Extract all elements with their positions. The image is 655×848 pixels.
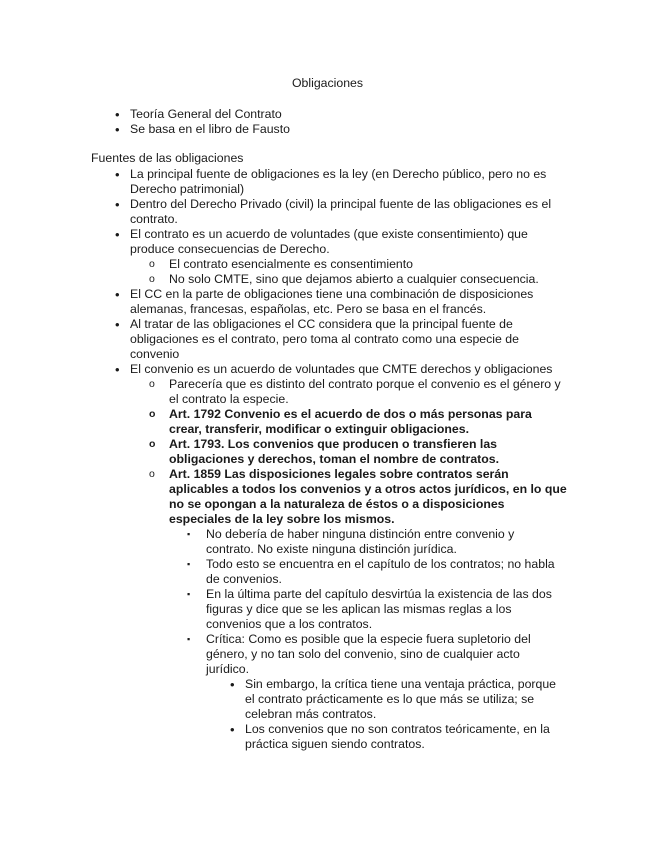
list-item: o Parecería que es distinto del contrato porque el convenio es el género y el contrato la especie. [169, 377, 567, 407]
critica-sublist [245, 677, 565, 752]
list-item: • Sin embargo, la crítica tiene una ventaja práctica, porque el contrato prácticamente es lo que más se utiliza; se celebran más contratos. [245, 677, 565, 722]
list-item: • Los convenios que no son contratos teóricamente, en la práctica siguen siendo contratos. [245, 722, 565, 752]
list-item: • Teoría General del Contrato [130, 107, 560, 122]
list-item-text: La principal fuente de obligaciones es la ley (en Derecho público, pero no es Derecho patrimonial) [130, 167, 547, 196]
list-item [130, 227, 560, 287]
list-item-text: El CC en la parte de obligaciones tiene una combinación de disposiciones alemanas, francesas, españolas, etc. Pero se basa en el francés. [130, 287, 534, 316]
list-item [130, 317, 560, 362]
list-item-text: Dentro del Derecho Privado (civil) la principal fuente de las obligaciones es el contrato. [130, 197, 552, 226]
list-item: ▪ Todo esto se encuentra en el capítulo de los contratos; no habla de convenios. [206, 557, 562, 587]
list-item [130, 197, 560, 227]
list-item [130, 167, 560, 197]
page-title: Obligaciones [291, 76, 364, 90]
article-1793: o Art. 1793. Los convenios que producen o transfieren las obligaciones y derechos, toman el nombre de contratos. [169, 437, 567, 467]
list-item [130, 362, 567, 752]
art1859-sublist [206, 527, 562, 752]
list-item [130, 287, 560, 317]
list-item-text: Al tratar de las obligaciones el CC considera que la principal fuente de obligaciones es el contrato, pero toma al contrato como una especie de convenio [130, 317, 519, 361]
list-item: o No solo CMTE, sino que dejamos abierto a cualquier consecuencia. [169, 272, 567, 287]
critica-text: Crítica: Como es posible que la especie fuera supletorio del género, y no tan solo del convenio, sino de cualquier acto jurídico. [206, 632, 531, 676]
contrato-sublist [169, 257, 567, 287]
list-item-text: El contrato es un acuerdo de voluntades (que existe consentimiento) que produce consecuencias de Derecho. [130, 227, 528, 256]
list-item: o El contrato esencialmente es consentimiento [169, 257, 567, 272]
main-list [130, 167, 567, 752]
list-item [206, 632, 562, 752]
list-item: • Se basa en el libro de Fausto [130, 122, 560, 137]
list-item: ▪ No debería de haber ninguna distinción entre convenio y contrato. No existe ninguna distinción jurídica. [206, 527, 562, 557]
list-item-text: El convenio es un acuerdo de voluntades que CMTE derechos y obligaciones [130, 362, 553, 376]
section-heading: Fuentes de las obligaciones [91, 151, 244, 165]
article-1859-item [169, 467, 567, 752]
convenio-sublist [169, 377, 567, 752]
article-1792: o Art. 1792 Convenio es el acuerdo de dos o más personas para crear, transferir, modificar o extinguir obligaciones. [169, 407, 567, 437]
intro-list [130, 107, 560, 137]
article-1859: Art. 1859 Las disposiciones legales sobre contratos serán aplicables a todos los convenios y a otros actos jurídicos, en lo que no se opongan a la naturaleza de éstos o a disposiciones especiales de la ley sobre los mismos. [169, 467, 567, 526]
list-item: ▪ En la última parte del capítulo desvirtúa la existencia de las dos figuras y dice que se les aplican las mismas reglas a los convenios que a los contratos. [206, 587, 562, 632]
